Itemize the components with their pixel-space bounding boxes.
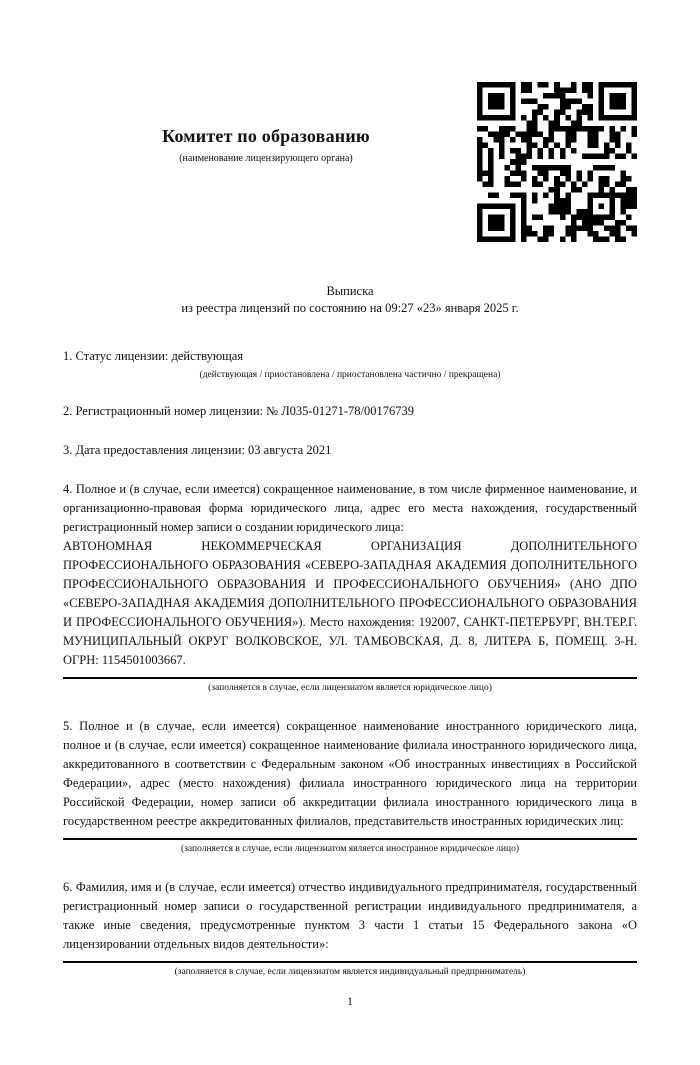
licensing-authority-block (63, 75, 477, 165)
document-header (63, 75, 637, 242)
separator-line (63, 961, 637, 963)
extract-subtitle: из реестра лицензий по состоянию на 09:27 «23» января 2025 г. (181, 301, 519, 315)
licensing-authority-caption: (наименование лицензирующего органа) (179, 153, 353, 164)
legal-entity-intro: 4. Полное и (в случае, если имеется) сокращенное наименование, в том числе фирменное наименование, и организационно-правовая форма юридического лица, адрес его места нахождения, государственный регистрационный номер записи о создании юридического лица: (63, 482, 637, 534)
license-status-line: 1. Статус лицензии: действующая (63, 349, 244, 363)
document-page (0, 75, 700, 1065)
extract-title: Выписка (326, 284, 374, 298)
entrepreneur-text: 6. Фамилия, имя и (в случае, если имеется) отчество индивидуального предпринимателя, государственный регистрационный номер записи о государственной регистрации индивидуального предпринимателя, а также иные сведения, предусмотренные пунктом 3 части 1 статьи 15 Федерального закона «О лицензировании отдельных видов деятельности»: (63, 880, 637, 951)
foreign-entity-section (63, 717, 637, 855)
separator-line (63, 838, 637, 840)
license-status-options-caption: (действующая / приостановлена / приостановлена частично / прекращена) (199, 370, 501, 380)
foreign-entity-caption: (заполняется в случае, если лицензиатом является иностранное юридическое лицо) (181, 844, 519, 854)
legal-entity-value: АВТОНОМНАЯ НЕКОММЕРЧЕСКАЯ ОРГАНИЗАЦИЯ ДОПОЛНИТЕЛЬНОГО ПРОФЕССИОНАЛЬНОГО ОБРАЗОВАНИЯ «СЕВЕРО-ЗАПАДНАЯ АКАДЕМИЯ ДОПОЛНИТЕЛЬНОГО ПРОФЕССИОНАЛЬНОГО ОБРАЗОВАНИЯ И ПРОФЕССИОНАЛЬНОГО ОБУЧЕНИЯ» (АНО ДПО «СЕВЕРО-ЗАПАДНАЯ АКАДЕМИЯ ДОПОЛНИТЕЛЬНОГО ПРОФЕССИОНАЛЬНОГО ОБРАЗОВАНИЯ И ПРОФЕССИОНАЛЬНОГО ОБУЧЕНИЯ»). Место нахождения: 192007, САНКТ-ПЕТЕРБУРГ, ВН.ТЕР.Г. МУНИЦИПАЛЬНЫЙ ОКРУГ ВОЛКОВСКОЕ, УЛ. ТАМБОВСКАЯ, Д. 8, ЛИТЕРА Б, ПОМЕЩ. 3-Н. ОГРН: 1154501003667. (63, 539, 637, 667)
licensing-authority-name: Комитет по образованию (162, 126, 370, 146)
legal-entity-caption: (заполняется в случае, если лицензиатом является юридическое лицо) (208, 683, 492, 693)
legal-entity-section (63, 480, 637, 694)
registration-number-line: 2. Регистрационный номер лицензии: № Л035-01271-78/00176739 (63, 404, 414, 418)
entrepreneur-caption: (заполняется в случае, если лицензиатом является индивидуальный предприниматель) (174, 967, 526, 977)
qr-code (477, 82, 637, 242)
entrepreneur-section (63, 878, 637, 978)
extract-heading (63, 283, 637, 317)
separator-line (63, 677, 637, 679)
page-number: 1 (347, 994, 353, 1008)
grant-date-line: 3. Дата предоставления лицензии: 03 августа 2021 (63, 443, 332, 457)
foreign-entity-text: 5. Полное и (в случае, если имеется) сокращенное наименование иностранного юридического лица, полное и (в случае, если имеется) сокращенное наименование филиала иностранного юридического лица, аккредитованного в соответствии с Федеральным законом «Об иностранных инвестициях в Российской Федерации», адрес (место нахождения) филиала иностранного юридического лица на территории Российской Федерации, номер записи об аккредитации филиала иностранного юридического лица в государственном реестре аккредитованных филиалов, представительств иностранных юридических лиц: (63, 719, 637, 828)
